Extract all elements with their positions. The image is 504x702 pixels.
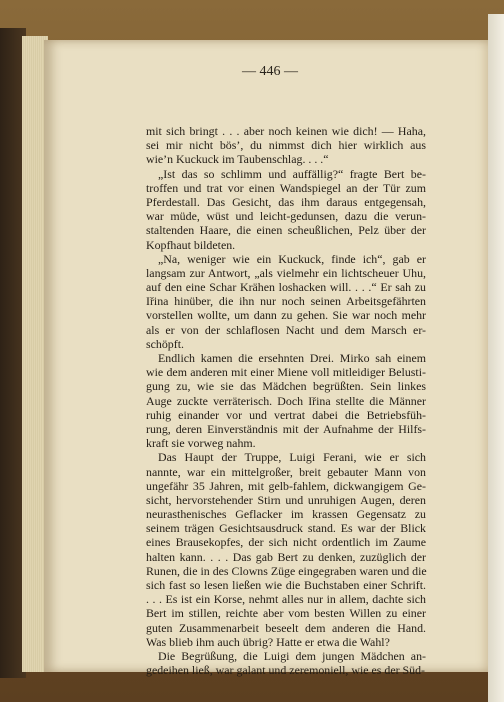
text-line: nannte, war ein mittelgroßer, breit gebauter Mann von (146, 464, 426, 479)
text-line: neurasthenisches Geflacker im krassen Gegensatz zu (146, 507, 426, 522)
text-line: Die Begrüßung, die Luigi dem jungen Mädchen an- (158, 648, 426, 663)
text-line: Das Haupt der Truppe, Luigi Ferani, wie er sich (158, 450, 426, 465)
text-line: Was blieb ihm auch übrig? Hatte er etwa die Wahl? (146, 634, 390, 649)
text-line: sicht, hervorstehender Stirn und unruhigen Augen, deren (146, 492, 426, 507)
text-line: wie dem anderen mit einer Miene voll mitleidiger Belusti- (146, 365, 426, 380)
text-line: kraft sie vorweg nahm. (146, 436, 256, 451)
text-line: langsam zur Antwort, „als vielmehr ein lichtscheuer Uhu, (146, 265, 426, 280)
text-line: Endlich kamen die ersehnten Drei. Mirko sah einem (158, 351, 426, 365)
text-line: seinem trägen Gesichtsausdruck stand. Es war der Blick (146, 521, 426, 536)
page-number: — 446 — (242, 64, 298, 79)
text-line: Pferdestall. Das Gesicht, das ihm daraus entgegensah, (146, 194, 426, 209)
text-line: mit sich bringt . . . aber noch keinen wie dich! — Haha, (146, 124, 426, 138)
text-line: Runen, die in des Clowns Züge eingegraben waren und die (146, 563, 427, 578)
text-line: staltenden Haare, die einen scheußlichen, Pelz über der (146, 223, 426, 238)
text-line: Bert im stillen, reichte aber vom besten Willen zu einer (146, 606, 426, 621)
text-line: Auge zuckte verräterisch. Doch Iřina stellte die Männer (146, 393, 426, 408)
text-line: Kopfhaut bildeten. (146, 237, 236, 252)
body-text (146, 124, 426, 677)
text-line: als er von der schlaflosen Nacht und dem Marsch er- (146, 322, 426, 337)
text-line: sich fast so lesen ließen wie die Buchstaben einer Schrift. (146, 578, 426, 592)
text-line: sei mir nicht bös’, du nimmst dich hier wirklich aus (146, 138, 426, 153)
book-cover-right (488, 14, 504, 702)
text-line: auf den eine Schar Krähen loshacken will. . . .“ Er sah zu (146, 280, 426, 295)
text-line: „Ist das so schlimm und auffällig?“ fragte Bert be- (158, 166, 426, 181)
text-line: guten Zusammenarbeit beseelt dem anderen die Hand. (146, 620, 426, 635)
text-line: eines Brausekopfes, der sich nicht ordentlich im Zaume (146, 535, 426, 550)
text-line: rung, deren Einverständnis mit der Aufnahme der Hilfs- (146, 421, 426, 436)
text-line: . . . Es ist ein Korse, nehmt alles nur in allem, dachte sich (146, 592, 426, 607)
text-line: „Na, weniger wie ein Kuckuck, finde ich“, gab er (158, 251, 426, 266)
text-line: gedeihen ließ, war galant und zeremoniell, wie es der Süd- (146, 663, 426, 678)
text-line: war müde, wüst und leicht-gedunsen, dazu die verun- (146, 209, 426, 224)
text-line: gung zu, wie sie das Mädchen begrüßten. Sein linkes (146, 379, 426, 394)
text-line: troffen und trat vor einen Wandspiegel an der Tür zum (146, 180, 426, 195)
text-line: vorstellen wollte, um dann zu gehen. Sie war noch mehr (146, 308, 426, 323)
text-line: Iřina hinüber, die ihn nur noch seinen Arbeitsgefährten (146, 294, 426, 309)
text-line: wie’n Kuckuck im Taubenschlag. . . .“ (146, 152, 329, 167)
text-line: ruhig einander vor und vertrat dabei die Betriebsfüh- (146, 407, 426, 422)
text-line: schöpft. (146, 336, 184, 351)
text-line: halten kann. . . . Das gab Bert zu denken, zuzüglich der (146, 549, 426, 564)
text-line: ungefähr 35 Jahren, mit gelb-fahlem, dickwangigem Ge- (146, 478, 426, 493)
